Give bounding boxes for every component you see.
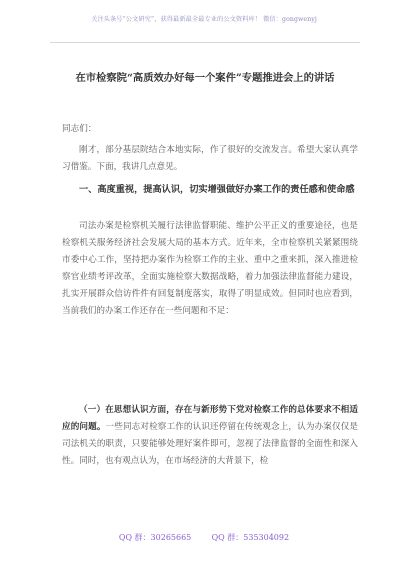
subsection-1-paragraph	[62, 402, 358, 470]
greeting: 同志们：	[62, 124, 97, 134]
section-1-paragraph: 司法办案是检察机关履行法律监督职能、维护公平正义的重要途径，也是检察机关服务经济社会发展大局的基本方式。近年来，全市检察机关紧紧围绕市委中心工作，坚持把办案作为检察工作的主业、重中之重来抓，深入推进检察官业绩考评改革，全面实施检察大数据战略，着力加强法律监督能力建设，扎实开展群众信访件件有回复制度落实，取得了明显成效。但同时也应看到，当前我们的办案工作还存在一些问题和不足：	[62, 221, 358, 316]
subsection-heading-1: （一）在思想认识方面，存在与新形势下党对检察工作的总体要求不相适应的问题。	[62, 405, 358, 432]
subsection-1-body: 一些同志对检察工作的认识还停留在传统观念上，认为办案仅仅是司法机关的职责，只要能够处理好案件即可，忽视了法律监督的全面性和深入性。同时，也有观点认为，在市场经济的大背景下，检	[62, 422, 358, 466]
intro-paragraph: 刚才，部分基层院结合本地实际，作了很好的交流发言。希望大家认真学习借鉴。下面，我讲几点意见。	[62, 145, 358, 172]
page-title: 在市检察院“高质效办好每一个案件”专题推进会上的讲话	[75, 72, 335, 84]
section-heading-1: 一、高度重视，提高认识，切实增强做好办案工作的责任感和使命感	[79, 184, 355, 195]
footer-contact: QQ 群：30265665 QQ 群：535304092	[118, 533, 290, 542]
header-divider	[50, 42, 360, 43]
header-banner: 关注头条号“公文研究”，获得最新最全最专业的公文资料库！ 微信：gongwenyj	[91, 16, 317, 23]
